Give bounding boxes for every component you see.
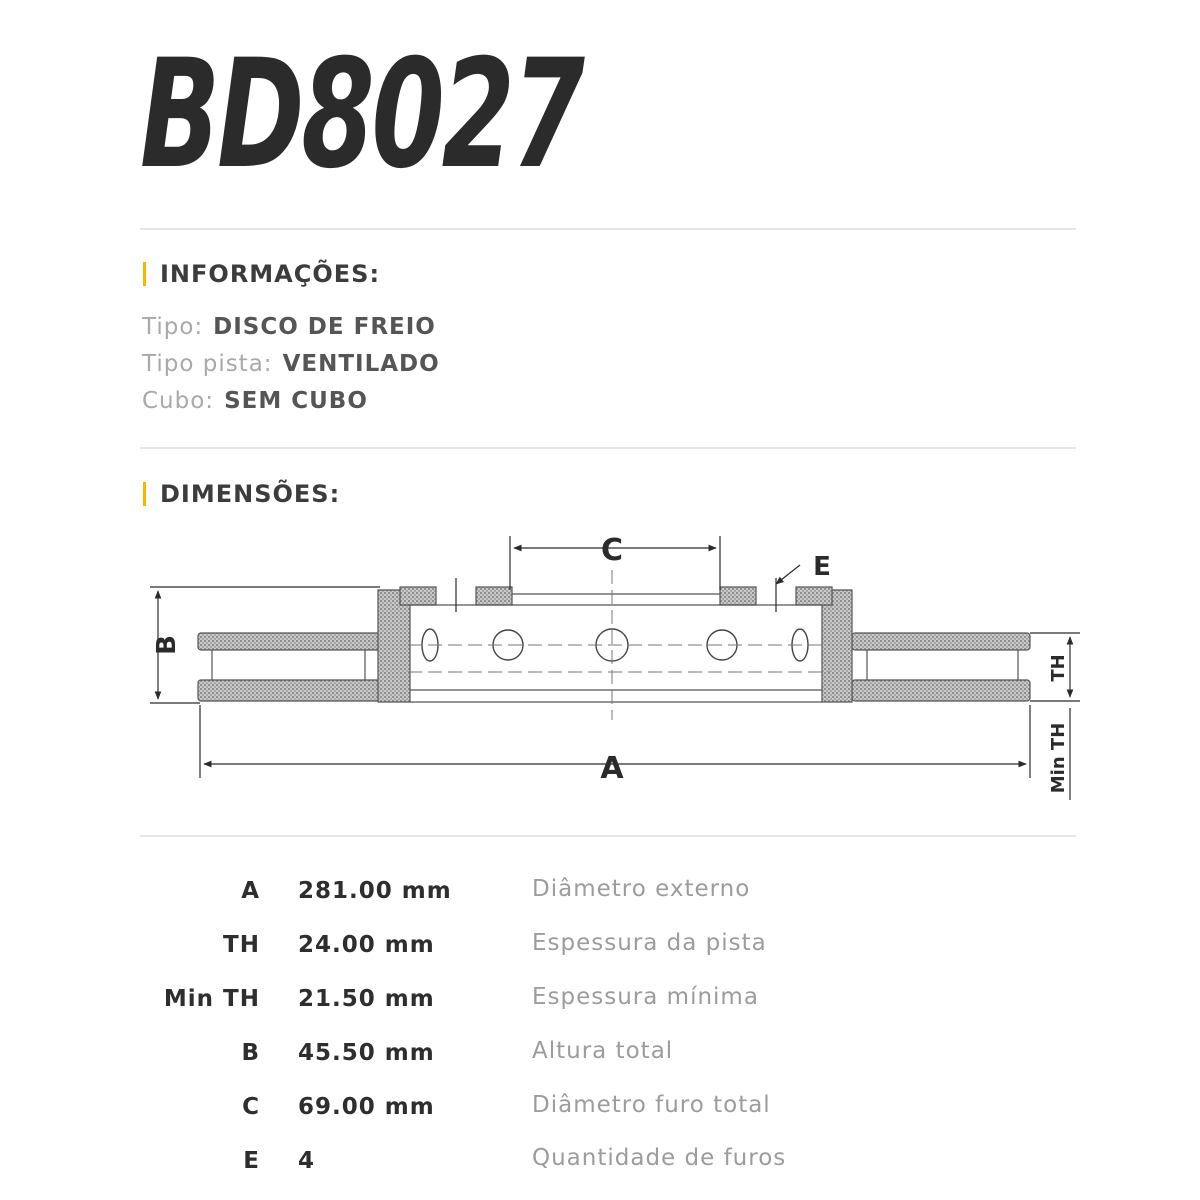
- info-value: SEM CUBO: [224, 388, 368, 414]
- spec-code: A: [241, 878, 260, 904]
- divider: [140, 835, 1076, 837]
- spec-description: Quantidade de furos: [532, 1145, 787, 1171]
- label-b: B: [152, 635, 182, 655]
- product-code-title: BD8027: [140, 28, 582, 202]
- spec-value: 281.00 mm: [298, 878, 452, 904]
- brake-disc-diagram: [130, 520, 1090, 810]
- spec-code: C: [242, 1094, 260, 1120]
- dimensions-heading-text: DIMENSÕES:: [160, 480, 341, 508]
- info-row-tipo-pista: [142, 351, 440, 377]
- divider: [140, 447, 1076, 449]
- spec-description: Diâmetro furo total: [532, 1092, 771, 1118]
- label-th: TH: [1048, 654, 1069, 682]
- info-label: Cubo:: [142, 388, 215, 414]
- label-c: C: [600, 533, 624, 568]
- info-label: Tipo pista:: [142, 351, 273, 377]
- center-lines: [408, 570, 830, 720]
- spec-value: 4: [298, 1148, 316, 1174]
- spec-description: Espessura da pista: [532, 930, 767, 956]
- spec-code: TH: [223, 932, 260, 958]
- spec-value: 45.50 mm: [298, 1040, 435, 1066]
- label-a: A: [600, 751, 624, 786]
- spec-value: 21.50 mm: [298, 986, 435, 1012]
- spec-code: E: [243, 1148, 260, 1174]
- info-row-tipo: [142, 314, 436, 340]
- spec-value: 24.00 mm: [298, 932, 435, 958]
- accent-bar: [143, 482, 146, 506]
- info-value: VENTILADO: [282, 351, 440, 377]
- label-min-th: Min TH: [1048, 722, 1069, 794]
- spec-description: Espessura mínima: [532, 984, 759, 1010]
- info-row-cubo: [142, 388, 368, 414]
- info-value: DISCO DE FREIO: [213, 314, 436, 340]
- info-heading-text: INFORMAÇÕES:: [160, 260, 381, 288]
- spec-code: B: [241, 1040, 260, 1066]
- spec-value: 69.00 mm: [298, 1094, 435, 1120]
- dimensions-section-heading: [143, 480, 340, 508]
- divider: [140, 228, 1076, 230]
- info-section-heading: [143, 260, 380, 288]
- spec-code: Min TH: [163, 986, 260, 1012]
- spec-description: Diâmetro externo: [532, 876, 751, 902]
- label-e: E: [813, 552, 831, 582]
- info-label: Tipo:: [142, 314, 204, 340]
- spec-description: Altura total: [532, 1038, 674, 1064]
- accent-bar: [143, 262, 146, 286]
